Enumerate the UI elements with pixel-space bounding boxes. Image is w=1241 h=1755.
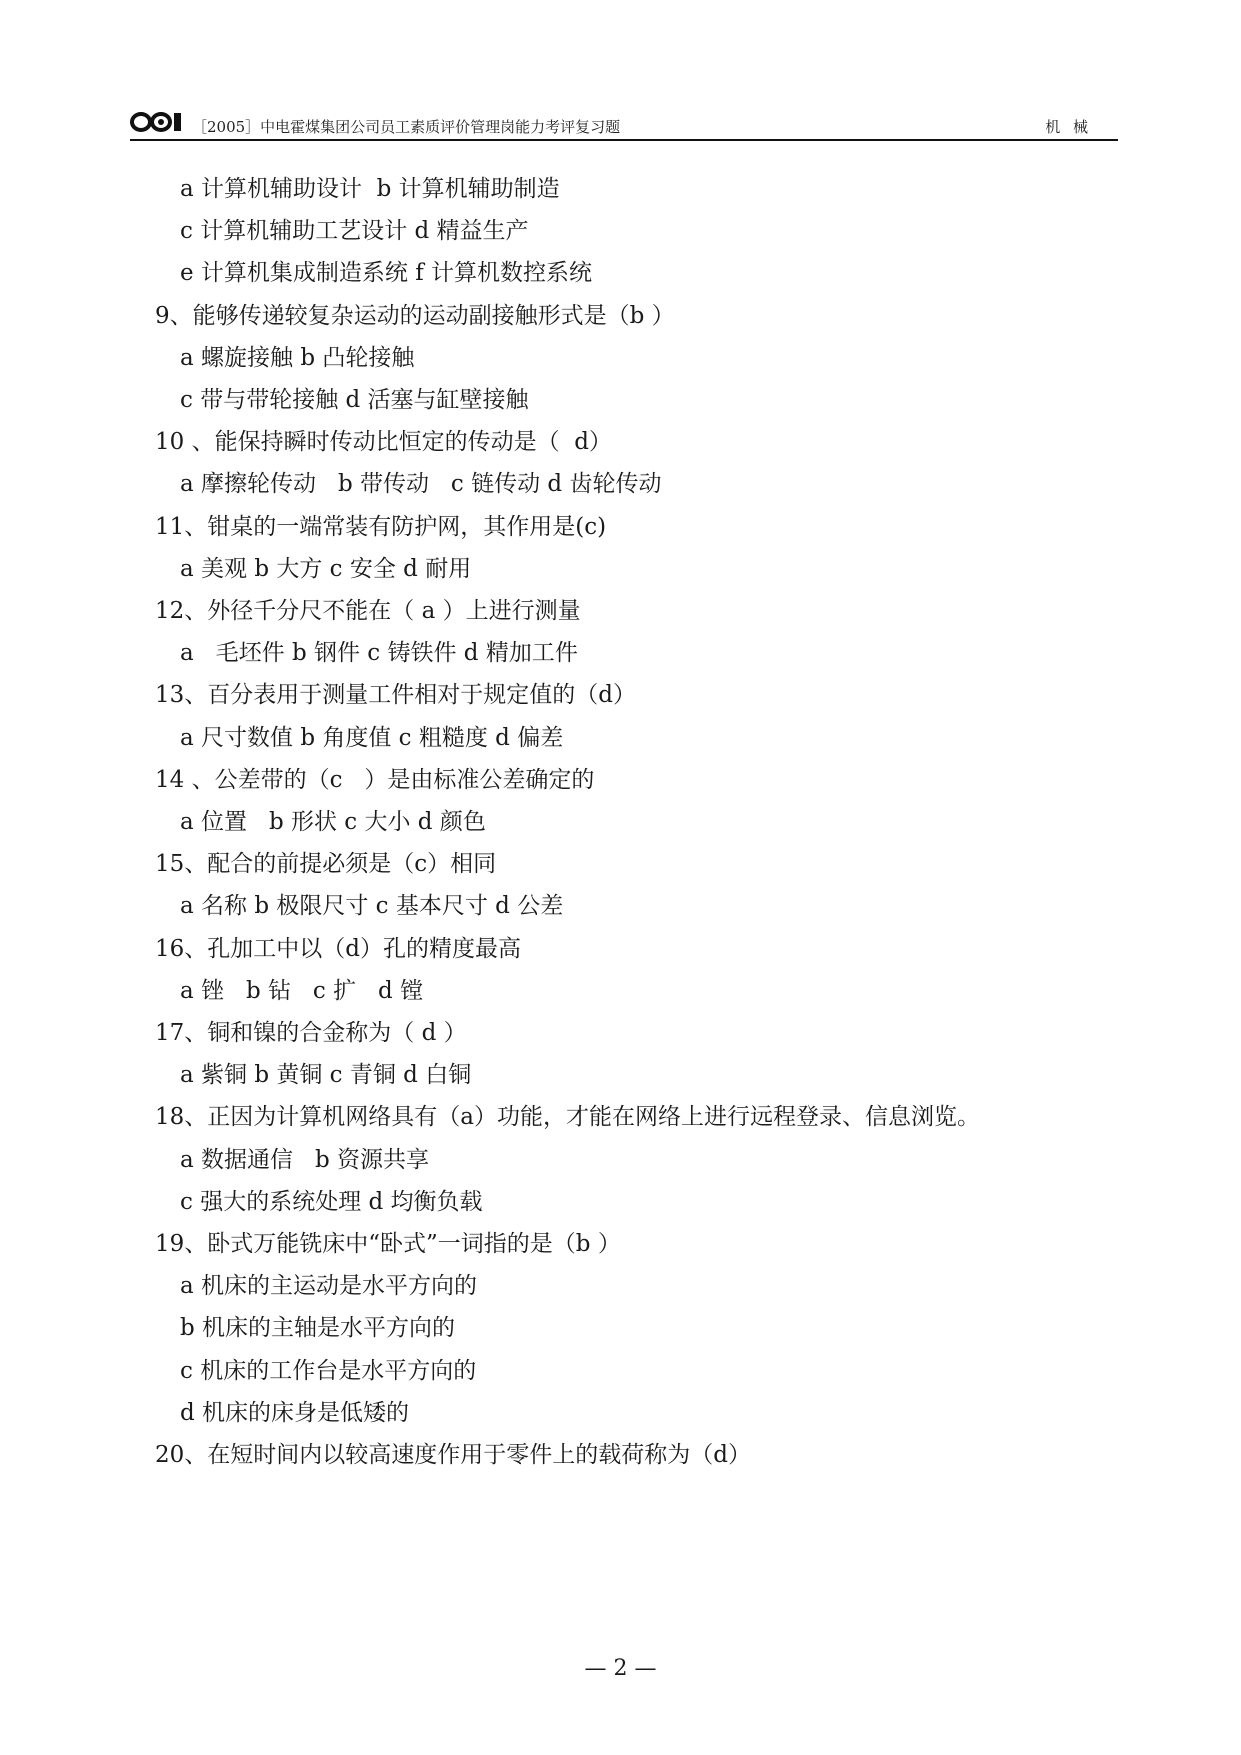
option-text: d 机床的床身是低矮的 xyxy=(180,1400,410,1426)
option-text: a 数据通信 b 资源共享 xyxy=(180,1147,429,1173)
question-text: 13、百分表用于测量工件相对于规定值的（d） xyxy=(155,682,636,708)
option-text: a 位置 b 形状 c 大小 d 颜色 xyxy=(180,809,486,835)
question-text: 10 、能保持瞬时传动比恒定的传动是（ d） xyxy=(155,429,612,455)
question-text: 9、能够传递较复杂运动的运动副接触形式是（b ） xyxy=(155,303,675,329)
option-text: e 计算机集成制造系统 f 计算机数控系统 xyxy=(180,260,593,286)
option-text: a 美观 b 大方 c 安全 d 耐用 xyxy=(180,556,472,582)
company-logo xyxy=(130,108,188,134)
document-title: ［2005］中电霍煤集团公司员工素质评价管理岗能力考评复习题 xyxy=(192,118,621,136)
header-divider xyxy=(130,139,1118,141)
question-text: 11、钳桌的一端常装有防护网，其作用是(c) xyxy=(155,514,607,540)
option-text: c 计算机辅助工艺设计 d 精益生产 xyxy=(180,218,529,244)
option-text: a 锉 b 钻 c 扩 d 镗 xyxy=(180,978,424,1004)
question-text: 15、配合的前提必须是（c）相同 xyxy=(155,851,497,877)
question-text: 12、外径千分尺不能在（ a ）上进行测量 xyxy=(155,598,581,624)
option-text: a 紫铜 b 黄铜 c 青铜 d 白铜 xyxy=(180,1062,472,1088)
question-text: 18、正因为计算机网络具有（a）功能，才能在网络上进行远程登录、信息浏览。 xyxy=(155,1104,980,1130)
option-text: c 机床的工作台是水平方向的 xyxy=(180,1358,477,1384)
question-text: 19、卧式万能铣床中“卧式”一词指的是（b ） xyxy=(155,1231,621,1257)
option-text: a 螺旋接触 b 凸轮接触 xyxy=(180,345,415,371)
option-text: a 毛坯件 b 钢件 c 铸铁件 d 精加工件 xyxy=(180,640,578,666)
page-number: — 2 — xyxy=(584,1656,657,1681)
question-text: 17、铜和镍的合金称为（ d ） xyxy=(155,1020,467,1046)
option-text: c 带与带轮接触 d 活塞与缸壁接触 xyxy=(180,387,529,413)
option-text: a 尺寸数值 b 角度值 c 粗糙度 d 偏差 xyxy=(180,725,564,751)
page-header xyxy=(130,108,1118,140)
section-label: 机 械 xyxy=(1045,118,1092,136)
question-text: 14 、公差带的（c ）是由标准公差确定的 xyxy=(155,767,595,793)
option-text: a 名称 b 极限尺寸 c 基本尺寸 d 公差 xyxy=(180,893,564,919)
question-text: 16、孔加工中以（d）孔的精度最高 xyxy=(155,936,521,962)
question-text: 20、在短时间内以较高速度作用于零件上的载荷称为（d） xyxy=(155,1442,751,1468)
option-text: a 摩擦轮传动 b 带传动 c 链传动 d 齿轮传动 xyxy=(180,471,662,497)
option-text: a 计算机辅助设计 b 计算机辅助制造 xyxy=(180,176,560,202)
option-text: c 强大的系统处理 d 均衡负载 xyxy=(180,1189,483,1215)
option-text: a 机床的主运动是水平方向的 xyxy=(180,1273,478,1299)
option-text: b 机床的主轴是水平方向的 xyxy=(180,1315,456,1341)
